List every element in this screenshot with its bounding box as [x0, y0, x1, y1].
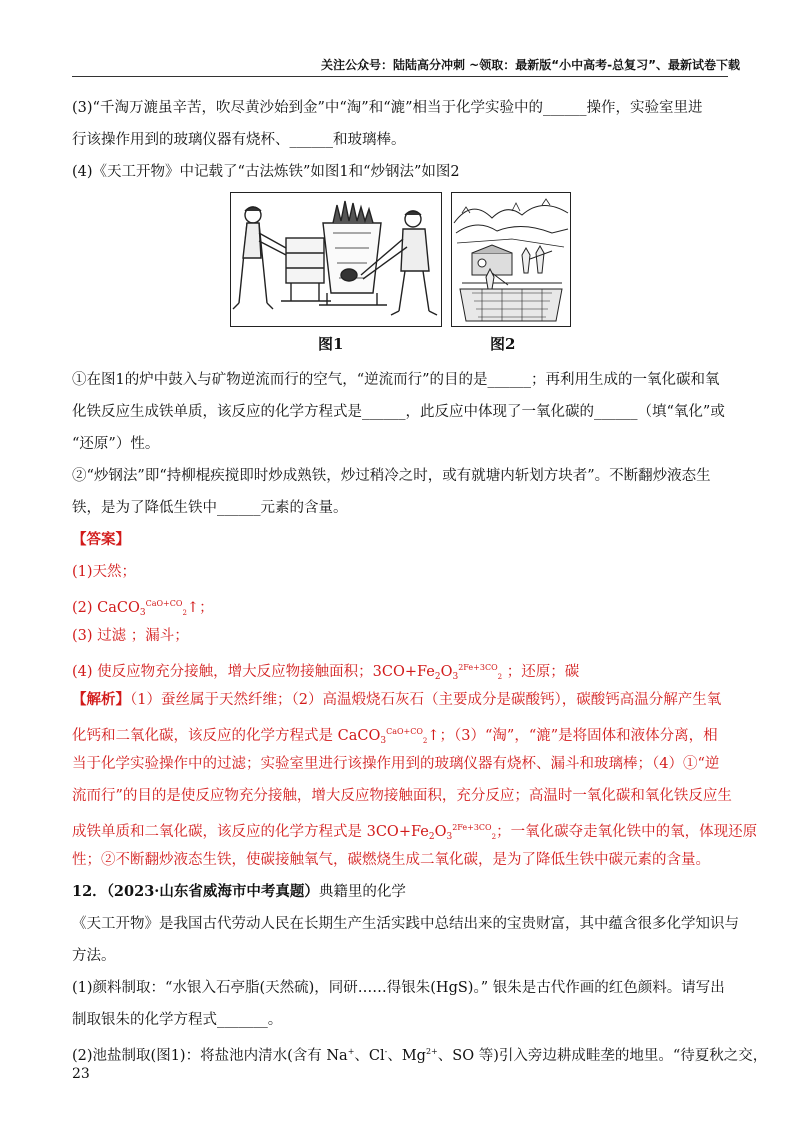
ancient-iron-smelting-drawing — [231, 193, 441, 326]
analysis-line3: 当于化学实验操作中的过滤；实验室里进行该操作用到的玻璃仪器有烧杯、漏斗和玻璃棒；（4）①“逆 — [72, 756, 720, 772]
q12-source: （2023·山东省威海市中考真题） — [106, 883, 319, 900]
analysis-l2-sub: 3 — [380, 736, 387, 746]
q12-p2-2plus: 2+ — [425, 1047, 438, 1056]
q12-part2-line1 — [72, 1042, 768, 1066]
analysis-line6: 性；②不断翻炒液态生铁，使碳接触氧气，碳燃烧生成二氧化碳，是为了降低生铁中碳元素的含量。 — [72, 852, 710, 868]
analysis-l2-suffix: ↑；（3）“淘”，“漉”是将固体和液体分离，相 — [427, 728, 718, 744]
figure-2-caption: 图2 — [490, 335, 516, 353]
q3-line2: 行该操作用到的玻璃仪器有烧杯、______和玻璃棒。 — [72, 132, 406, 148]
analysis-l2-sub2: 2 — [422, 737, 428, 745]
analysis-l2-condition: CaO+CO — [386, 727, 423, 736]
q3-line1: (3)“千淘万漉虽辛苦，吹尽黄沙始到金”中“淘”和“漉”相当于化学实验中的______操作，实验室里进 — [72, 100, 703, 116]
answer-4-o: O — [440, 664, 453, 680]
q4b-line1: ②“炒钢法”即“持柳棍疾搅即时炒成熟铁，炒过稍冷之时，或有就塘内斩划方块者”。不断翻炒液态生 — [72, 468, 711, 484]
answer-2-prefix: (2) CaCO — [72, 600, 140, 616]
q12-part1-line1: (1)颜料制取：“水银入石亭脂(天然硫)，同研……得银朱(HgS)。” 银朱是古代作画的红色颜料。请写出 — [72, 980, 725, 996]
figure-1-caption: 图1 — [318, 335, 344, 353]
q12-intro-line1: 《天工开物》是我国古代劳动人民在长期生产生活实践中总结出来的宝贵财富，其中蕴含很多化学知识与 — [72, 916, 739, 932]
analysis-l5-o: O — [434, 824, 447, 840]
q12-p2-plus: + — [347, 1047, 355, 1056]
answer-2-condition: CaO+CO — [145, 599, 183, 608]
answer-4-sub-a: 2 — [434, 672, 441, 682]
q4b-line2: 铁，是为了降低生铁中______元素的含量。 — [72, 500, 348, 516]
answer-2-sub: 3 — [139, 608, 146, 618]
q12-intro-line2: 方法。 — [72, 948, 116, 964]
answer-4-sub-c: 2 — [497, 673, 503, 681]
figure-2-illustration — [451, 192, 571, 327]
q12-topic: 典籍里的化学 — [318, 884, 406, 900]
q12-heading — [72, 882, 732, 902]
analysis-l5-suffix: ；一氧化碳夺走氧化铁中的氧，体现还原 — [496, 824, 758, 840]
analysis-l1: （1）蚕丝属于天然纤维；（2）高温煅烧石灰石（主要成分是碳酸钙），碳酸钙高温分解产生氧 — [130, 692, 722, 708]
analysis-l5-condition: 2Fe+3CO — [452, 823, 492, 832]
answer-4-sub-b: 3 — [452, 672, 459, 682]
q12-p2-suffix: 、SO 等)引入旁边耕成畦垄的地里。“待夏秋之交， — [437, 1048, 768, 1064]
page-number: 23 — [72, 1066, 90, 1082]
figure-1-illustration — [230, 192, 442, 327]
answer-4 — [72, 658, 732, 687]
q12-p2-cl: 、Cl — [354, 1048, 385, 1064]
q12-part1-line2: 制取银朱的化学方程式_______。 — [72, 1012, 283, 1028]
stir-fry-steel-drawing — [452, 193, 570, 326]
answer-2-suffix: ↑； — [186, 600, 214, 616]
q12-p2-mg: 、Mg — [387, 1048, 426, 1064]
answer-1: (1)天然； — [72, 564, 137, 580]
answer-title: 【答案】 — [72, 531, 130, 548]
q4a-line3: “还原”）性。 — [72, 436, 160, 452]
analysis-title: 【解析】 — [72, 691, 130, 708]
analysis-line5 — [72, 818, 758, 847]
q12-p2-prefix: (2)池盐制取(图1)：将盐池内清水(含有 Na — [72, 1048, 348, 1064]
page-header: 关注公众号：陆陆高分冲刺 ~领取：最新版“小中高考-总复习”、最新试卷下载 — [321, 58, 740, 72]
analysis-l2-prefix: 化钙和二氧化碳，该反应的化学方程式是 CaCO — [72, 728, 381, 744]
q4-line1: (4)《天工开物》中记载了“古法炼铁”如图1和“炒钢法”如图2 — [72, 164, 460, 180]
answer-4-suffix: ；还原；碳 — [502, 664, 580, 680]
analysis-l5-sub-b: 3 — [446, 832, 453, 842]
q12-p2-minus: - — [384, 1047, 388, 1056]
header-rule — [72, 76, 728, 77]
q4a-line2: 化铁反应生成铁单质，该反应的化学方程式是______，此反应中体现了一氧化碳的______（填“氧化”或 — [72, 404, 725, 420]
analysis-l5-sub-c: 2 — [491, 833, 497, 841]
answer-3: (3) 过滤 ；漏斗； — [72, 628, 189, 644]
answer-2-sub2: 2 — [182, 609, 187, 617]
analysis-line1 — [72, 690, 732, 710]
analysis-line4: 流而行”的目的是使反应物充分接触，增大反应物接触面积，充分反应；高温时一氧化碳和氧化铁反应生 — [72, 788, 732, 804]
answer-4-prefix: (4) 使反应物充分接触，增大反应物接触面积；3CO+Fe — [72, 664, 435, 680]
q12-number: 12． — [72, 883, 107, 900]
analysis-l5-sub-a: 2 — [428, 832, 435, 842]
answer-4-condition: 2Fe+3CO — [458, 663, 498, 672]
q4a-line1: ①在图1的炉中鼓入与矿物逆流而行的空气，“逆流而行”的目的是______；再利用生成的一氧化碳和氧 — [72, 372, 720, 388]
answer-2 — [72, 594, 732, 623]
analysis-l5-prefix: 成铁单质和二氧化碳，该反应的化学方程式是 3CO+Fe — [72, 824, 429, 840]
analysis-line2 — [72, 722, 732, 751]
